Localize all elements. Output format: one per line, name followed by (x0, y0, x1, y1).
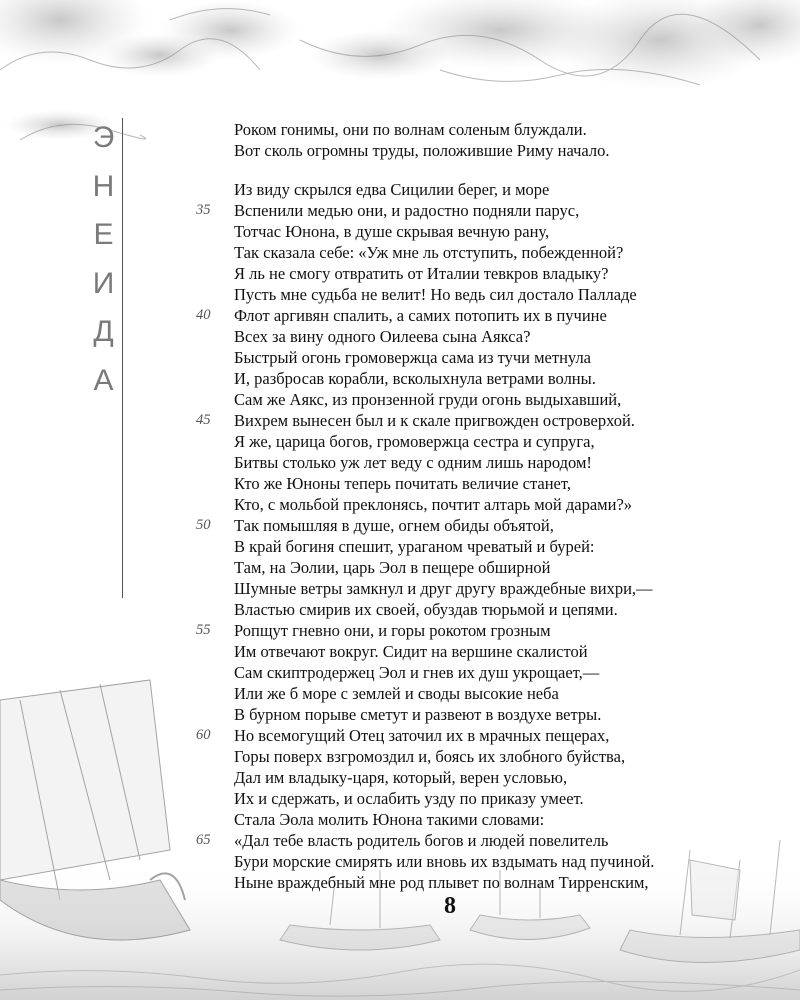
verse-text: Всех за вину одного Оилеева сына Аякса? (234, 327, 531, 346)
verse-text: Вспенили медью они, и радостно подняли парус, (234, 201, 580, 220)
line-number: 45 (196, 412, 211, 428)
verse-text: Стала Эола молить Юнона такими словами: (234, 810, 545, 829)
verse-line (196, 851, 776, 872)
verse-text: Быстрый огонь громовержца сама из тучи метнула (234, 348, 591, 367)
verse-text: Сам же Аякс, из пронзенной груди огонь выдыхавший, (234, 390, 622, 409)
verse-text: Из виду скрылся едва Сицилии берег, и море (234, 180, 550, 199)
verse-line (196, 641, 776, 662)
verse-line (196, 746, 776, 767)
verse-text: Властью смирив их своей, обуздав тюрьмой и цепями. (234, 600, 618, 619)
verse-line (196, 494, 776, 515)
verse-text: Флот аргивян спалить, а самих потопить их в пучине (234, 306, 607, 325)
verse-line (196, 515, 776, 536)
verse-text: Так помышляя в душе, огнем обиды объятой, (234, 516, 554, 535)
verse-text: Сам скиптродержец Эол и гнев их душ укрощает,— (234, 663, 600, 682)
verse-text: Или же б море с землей и своды высокие неба (234, 684, 559, 703)
page-number: 8 (444, 893, 456, 919)
line-number: 40 (196, 307, 211, 323)
side-title-letter: Н (92, 169, 116, 203)
side-title-letter: Е (93, 218, 115, 251)
verse-line (196, 725, 776, 746)
verse-line (196, 830, 776, 851)
side-title-vertical (84, 118, 124, 409)
verse-line (196, 683, 776, 704)
verse-text: Роком гонимы, они по волнам соленым блуждали. (234, 120, 587, 139)
verse-line (196, 368, 776, 389)
verse-line (196, 704, 776, 725)
line-number: 50 (196, 517, 211, 533)
line-number: 55 (196, 622, 211, 638)
line-number: 60 (196, 727, 211, 743)
poem-text (196, 119, 776, 893)
verse-line (196, 431, 776, 452)
verse-line (196, 284, 776, 305)
verse-text: Вихрем вынесен был и к скале пригвожден островерхой. (234, 411, 635, 430)
verse-line (196, 242, 776, 263)
verse-line (196, 326, 776, 347)
verse-text: Я ль не смогу отвратить от Италии тевкров владыку? (234, 264, 609, 283)
verse-text: Горы поверх взгромоздил и, боясь их злобного буйства, (234, 747, 626, 766)
verse-line (196, 557, 776, 578)
verse-line (196, 620, 776, 641)
verse-line (196, 872, 776, 893)
verse-line (196, 347, 776, 368)
line-number: 35 (196, 202, 211, 218)
verse-line (196, 662, 776, 683)
verse-line (196, 536, 776, 557)
verse-text: Бури морские смирять или вновь их вздымать над пучиной. (234, 852, 655, 871)
verse-line (196, 767, 776, 788)
verse-line (196, 179, 776, 200)
verse-text: В край богиня спешит, ураганом чреватый и бурей: (234, 537, 595, 556)
verse-text: Шумные ветры замкнул и друг другу враждебные вихри,— (234, 579, 653, 598)
verse-line (196, 788, 776, 809)
verse-line (196, 221, 776, 242)
verse-line (196, 578, 776, 599)
verse-line (196, 263, 776, 284)
verse-text: Дал им владыку-царя, который, верен условью, (234, 768, 568, 787)
stanza-gap (196, 161, 776, 179)
verse-text: Пусть мне судьба не велит! Но ведь сил достало Палладе (234, 285, 637, 304)
verse-text: Так сказала себе: «Уж мне ль отступить, побежденной? (234, 243, 624, 262)
side-title-letter: Д (93, 315, 115, 348)
verse-text: Их и сдержать, и ослабить узду по приказу умеет. (234, 789, 584, 808)
verse-text: Тотчас Юнона, в душе скрывая вечную рану, (234, 222, 550, 241)
verse-text: Кто, с мольбой преклонясь, почтит алтарь мой дарами?» (234, 495, 633, 514)
verse-line (196, 119, 776, 140)
verse-line (196, 809, 776, 830)
verse-text: Им отвечают вокруг. Сидит на вершине скалистой (234, 642, 588, 661)
verse-line (196, 389, 776, 410)
verse-text: Ропщут гневно они, и горы рокотом грозным (234, 621, 551, 640)
verse-text: Вот сколь огромны труды, положившие Риму начало. (234, 141, 610, 160)
verse-text: «Дал тебе власть родитель богов и людей повелитель (234, 831, 609, 850)
verse-text: И, разбросав корабли, всколыхнула ветрами волны. (234, 369, 596, 388)
verse-text: Я же, царица богов, громовержца сестра и супруга, (234, 432, 595, 451)
line-number: 65 (196, 832, 211, 848)
verse-text: Битвы столько уж лет веду с одним лишь народом! (234, 453, 592, 472)
side-divider-rule (122, 118, 123, 598)
verse-text: В бурном порыве сметут и развеют в воздухе ветры. (234, 705, 602, 724)
verse-text: Но всемогущий Отец заточил их в мрачных пещерах, (234, 726, 610, 745)
verse-line (196, 452, 776, 473)
side-title-letter: А (93, 363, 115, 397)
verse-line (196, 200, 776, 221)
ship-engraving-left (0, 680, 190, 940)
side-title-letter: И (92, 266, 116, 300)
verse-text: Кто же Юноны теперь почитать величие станет, (234, 474, 571, 493)
verse-line (196, 305, 776, 326)
verse-line (196, 473, 776, 494)
verse-line (196, 599, 776, 620)
verse-text: Там, на Эолии, царь Эол в пещере обширной (234, 558, 551, 577)
verse-text: Ныне враждебный мне род плывет по волнам Тирренским, (234, 873, 649, 892)
verse-line (196, 410, 776, 431)
verse-line (196, 140, 776, 161)
side-title-letter: Э (92, 121, 116, 154)
